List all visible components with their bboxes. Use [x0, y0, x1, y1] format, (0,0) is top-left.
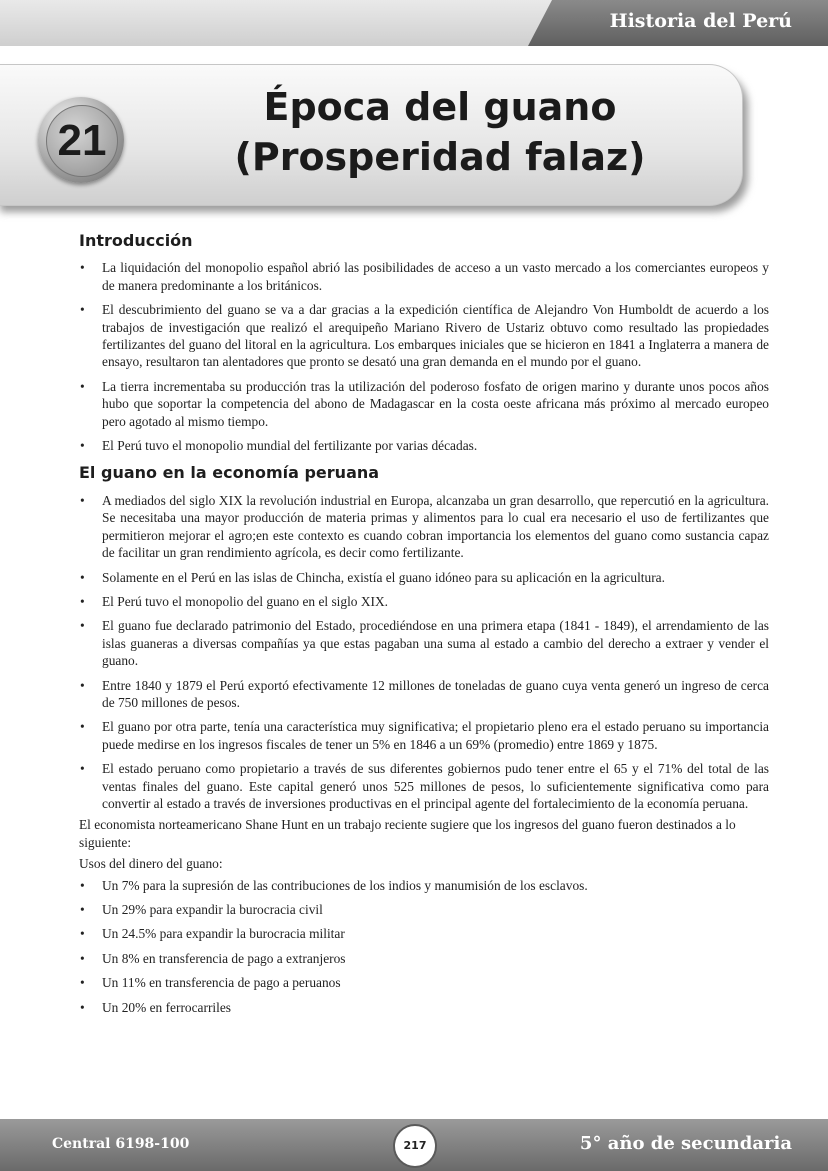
- bullet-icon: •: [80, 950, 85, 966]
- bullet-icon: •: [80, 999, 85, 1015]
- bullet-icon: •: [80, 302, 85, 318]
- list-item: • Solamente en el Perú en las islas de Chincha, existía el guano idóneo para su aplicación en la agricultura.: [80, 569, 665, 585]
- bullet-icon: •: [80, 677, 85, 693]
- bullet-icon: •: [80, 975, 85, 991]
- bullet-icon: •: [80, 926, 85, 942]
- intro-list: [79, 259, 769, 454]
- bullet-icon: •: [80, 438, 85, 454]
- header-bar: [0, 0, 828, 46]
- list-item: • Un 29% para expandir la burocracia civil: [80, 902, 323, 917]
- chapter-title: Época del guano (Prosperidad falaz): [234, 85, 646, 179]
- uses-list: [79, 877, 769, 1016]
- list-item: • El Perú tuvo el monopolio del guano en el siglo XIX.: [80, 593, 388, 609]
- list-item: • El guano por otra parte, tenía una característica muy significativa; el propietario pleno era el estado peruano su importancia puede medirse en los ingresos fiscales de tener un 5% en 1846 a un 69% (promedio) entre 1869 y 1875.: [80, 719, 769, 752]
- list-item: • La liquidación del monopolio español abrió las posibilidades de acceso a un vasto mercado a los comerciantes europeos y de manera predominante a los británicos.: [80, 260, 769, 293]
- list-item: • La tierra incrementaba su producción tras la utilización del poderoso fosfato de origen marino y durante unos pocos años hubo que soportar la competencia del abono de Madagascar en la costa oeste africana más próximo al mercado europeo pero agotado al mismo tiempo.: [80, 378, 769, 429]
- section-heading-economy: El guano en la economía peruana: [79, 463, 380, 483]
- list-item: • El Perú tuvo el monopolio mundial del fertilizante por varias décadas.: [80, 438, 478, 454]
- bullet-icon: •: [80, 492, 85, 508]
- list-item: • Un 11% en transferencia de pago a peruanos: [80, 975, 341, 991]
- bullet-icon: •: [80, 902, 85, 917]
- list-item: • El guano fue declarado patrimonio del Estado, procediéndose en una primera etapa (1841 - 1849), el arrendamiento de las islas guaneras a diversas compañías ya que estas pagaban una suma al estado a cambio del derecho a extraer y vender el guano.: [80, 618, 769, 669]
- list-item: • A mediados del siglo XIX la revolución industrial en Europa, alcanzaba un gran desarrollo, que repercutió en la agricultura. Se necesitaba una mayor producción de materia primas y alimentos para lo cual era necesario el uso de fertilizantes que permitieron mejorar el agro;en este contexto es cuando cobran importancia los elementos del guano como sustancia capaz de facilitar un gran rendimiento agrícola, es decir como fertilizante.: [80, 492, 769, 561]
- subject-title: Historia del Perú: [609, 10, 792, 32]
- list-item: • Un 7% para la supresión de las contribuciones de los indios y manumisión de los esclavos.: [80, 877, 588, 893]
- badge-inner: [46, 105, 118, 177]
- bullet-icon: •: [80, 593, 85, 609]
- bullet-icon: •: [80, 761, 85, 777]
- bullet-icon: •: [80, 618, 85, 634]
- bullet-icon: •: [80, 569, 85, 585]
- bullet-icon: •: [80, 877, 85, 893]
- bullet-icon: •: [80, 378, 85, 394]
- economy-list: [79, 492, 769, 813]
- bullet-icon: •: [80, 719, 85, 735]
- list-item: • Un 24.5% para expandir la burocracia militar: [80, 926, 345, 942]
- section-heading-intro: Introducción: [79, 231, 193, 250]
- chapter-number: 21: [57, 116, 107, 165]
- list-item: • El descubrimiento del guano se va a dar gracias a la expedición científica de Alejandro Von Humboldt de acuerdo a los trabajos de investigación que realizó el arequipeño Mariano Rivero de Ustariz obtuvo como resultado las propiedades fertilizantes del guano del litoral en la agricultura. Los embarques iniciales que se hicieron en 1841 a Inglaterra a manera de ensayo, resultaron tan alentadores que pronto se desató una gran demanda en el mundo por el guano.: [80, 302, 769, 370]
- footer-phone: Central 6198-100: [52, 1136, 190, 1152]
- uses-intro: Usos del dinero del guano:: [79, 856, 223, 872]
- footer-grade: 5° año de secundaria: [579, 1133, 792, 1154]
- chapter-number-badge: [38, 97, 124, 183]
- list-item: • Un 20% en ferrocarriles: [80, 999, 232, 1015]
- list-item: • Entre 1840 y 1879 el Perú exportó efectivamente 12 millones de toneladas de guano cuya venta generó un ingreso de cerca de 750 millones de pesos.: [80, 677, 769, 710]
- hunt-paragraph: El economista norteamericano Shane Hunt en un trabajo reciente sugiere que los ingresos del guano fueron destinados a lo siguiente:: [79, 817, 736, 850]
- main-content: [79, 232, 769, 1026]
- list-item: • El estado peruano como propietario a través de sus diferentes gobiernos pudo tener entre el 65 y el 71% del total de las ventas finales del guano. Este capital generó unos 525 millones de pesos, lo suficientemente significativa como para convertir al estado a través de inversiones productivas en el principal agente del fortalecimiento de la economía peruana.: [80, 761, 769, 811]
- list-item: • Un 8% en transferencia de pago a extranjeros: [80, 950, 346, 966]
- page-number: 217: [393, 1124, 437, 1168]
- bullet-icon: •: [80, 260, 85, 276]
